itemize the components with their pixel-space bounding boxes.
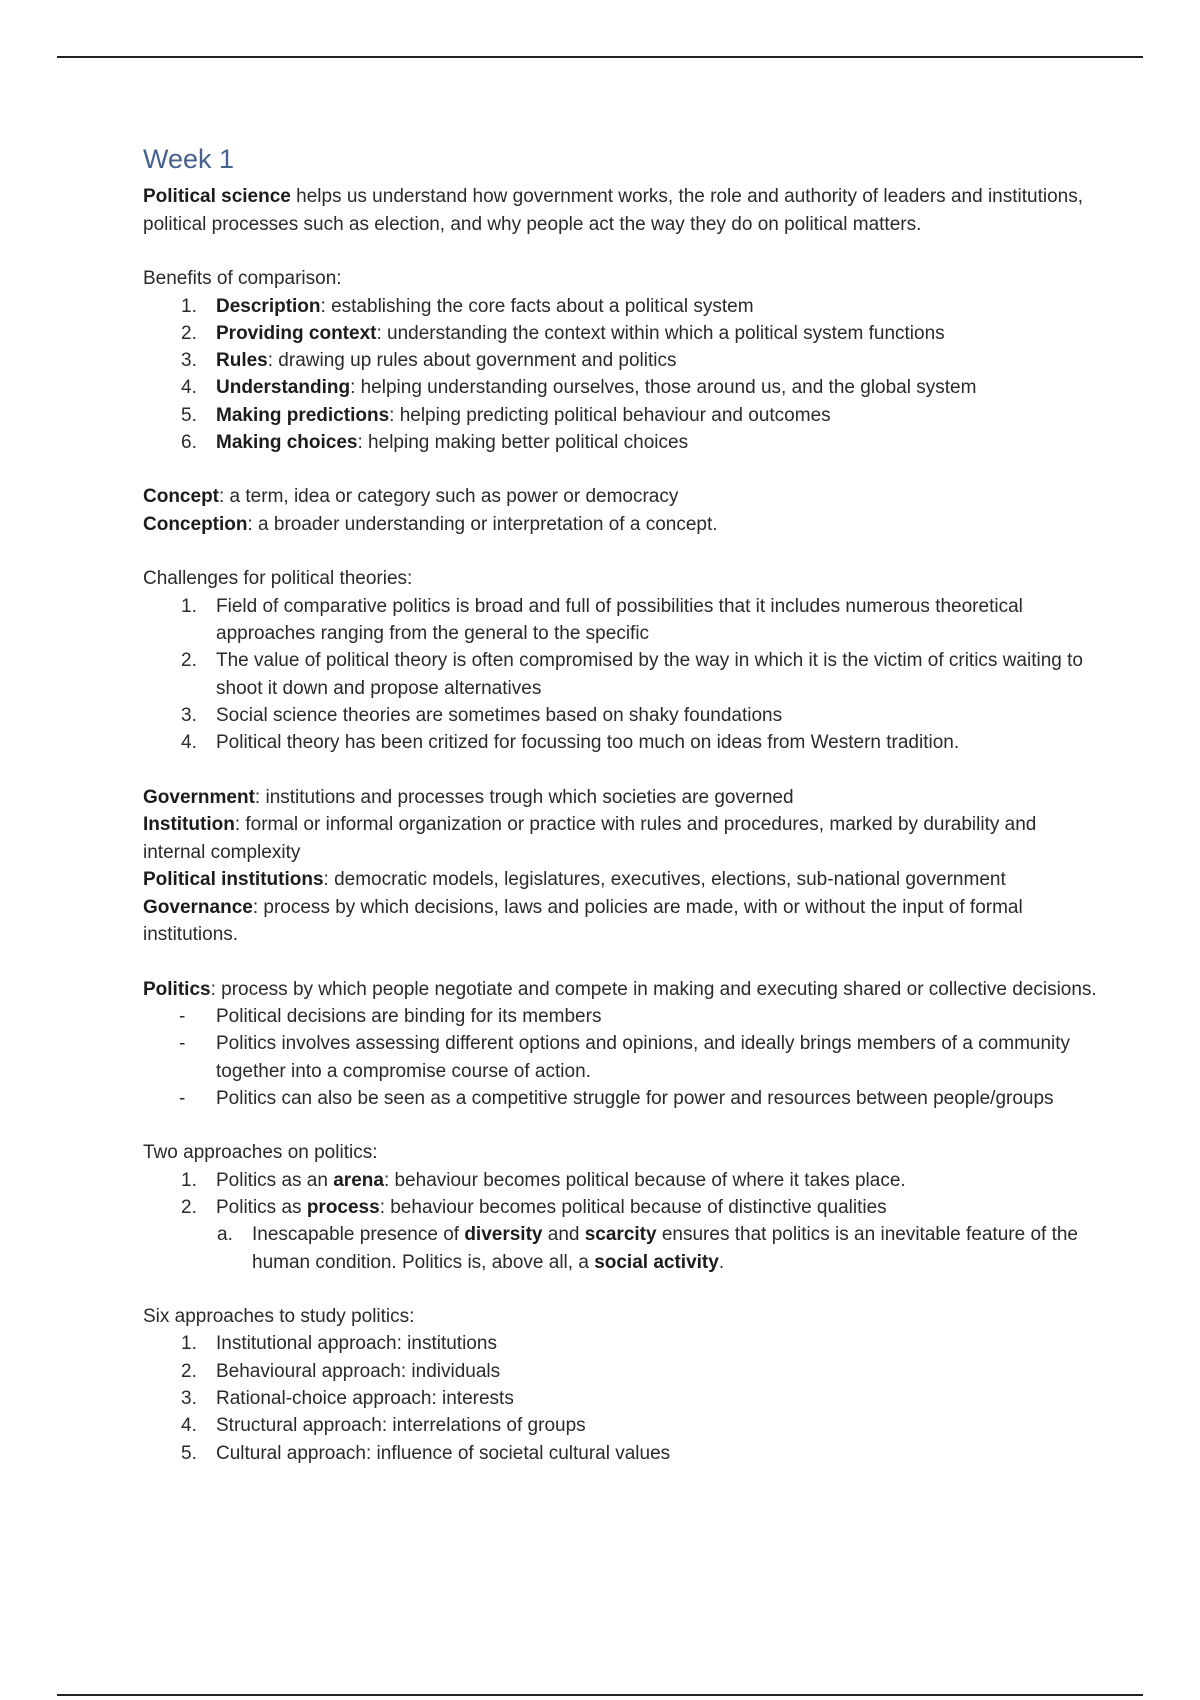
institution-definition	[143, 811, 1103, 866]
list-item	[143, 293, 1103, 320]
item-number: 3.	[181, 704, 197, 726]
list-item	[143, 1221, 1103, 1276]
item-text: : helping making better political choices	[357, 431, 689, 453]
item-term: Providing context	[216, 322, 377, 344]
item-number: 1.	[181, 1169, 197, 1191]
definition-term: Institution	[143, 814, 235, 836]
item-term: social activity	[594, 1251, 719, 1273]
politics-definition	[143, 976, 1103, 1004]
item-text: Institutional approach: institutions	[216, 1333, 497, 1355]
intro-term: Political science	[143, 186, 291, 207]
definition-text: : process by which decisions, laws and policies are made, with or without the input of formal institutions.	[143, 896, 1023, 946]
item-text: Politics involves assessing different options and opinions, and ideally brings members of a community together into a compromise course of action.	[216, 1033, 1071, 1082]
definition-term: Concept	[143, 486, 219, 508]
definition-term: Conception	[143, 513, 248, 535]
definition-text: : democratic models, legislatures, executives, elections, sub-national government	[323, 869, 1006, 891]
item-text: Inescapable presence of	[252, 1224, 465, 1246]
item-text: Cultural approach: influence of societal cultural values	[216, 1442, 671, 1464]
two-approaches-label: Two approaches on politics:	[143, 1142, 378, 1164]
document-body	[143, 142, 1103, 1467]
item-number: 5.	[181, 404, 197, 426]
item-number: 3.	[181, 350, 197, 372]
definition-term: Politics	[143, 978, 211, 1000]
list-item	[143, 429, 1103, 456]
item-text: : behaviour becomes political because of distinctive qualities	[379, 1197, 887, 1219]
challenges-label: Challenges for political theories:	[143, 568, 413, 590]
item-number: 3.	[181, 1388, 197, 1410]
six-approaches-label: Six approaches to study politics:	[143, 1305, 415, 1327]
list-item	[143, 1167, 1103, 1194]
item-text: Field of comparative politics is broad and full of possibilities that it includes numerous theoretical approaches ranging from the general to the specific	[216, 595, 1023, 645]
item-number: 5.	[181, 1442, 197, 1464]
list-item	[143, 593, 1103, 648]
item-text: : establishing the core facts about a political system	[320, 295, 754, 317]
item-number: 4.	[181, 377, 197, 399]
political-institutions-definition	[143, 866, 1103, 894]
definition-term: Political institutions	[143, 869, 324, 891]
item-text: : drawing up rules about government and politics	[267, 350, 677, 372]
definition-text: : formal or informal organization or practice with rules and procedures, marked by durability and internal complexity	[143, 814, 1037, 863]
bullet-dash: -	[179, 1087, 186, 1109]
item-text: Politics can also be seen as a competitive struggle for power and resources between people/groups	[216, 1087, 1054, 1109]
list-item	[143, 1358, 1103, 1385]
list-item	[143, 729, 1103, 756]
item-text: Behavioural approach: individuals	[216, 1360, 501, 1382]
footer-rule	[57, 1694, 1143, 1696]
item-number: 4.	[181, 1415, 197, 1437]
page-heading: Week 1	[143, 144, 235, 174]
list-item	[143, 1440, 1103, 1467]
challenges-list	[143, 593, 1103, 757]
list-item	[143, 1030, 1103, 1085]
list-item	[143, 647, 1103, 702]
item-text: : helping understanding ourselves, those around us, and the global system	[350, 377, 977, 399]
two-approaches-list	[143, 1167, 1103, 1222]
item-term: arena	[333, 1169, 384, 1191]
header-rule	[57, 56, 1143, 58]
list-item	[143, 374, 1103, 401]
item-number: 4.	[181, 732, 197, 754]
item-term: Understanding	[216, 377, 351, 399]
politics-bullets	[143, 1003, 1103, 1112]
item-number: 2.	[181, 322, 197, 344]
item-number: 2.	[181, 1360, 197, 1382]
list-item	[143, 702, 1103, 729]
item-text: .	[718, 1251, 725, 1273]
item-term: Making choices	[216, 431, 358, 453]
item-text: Politics as	[216, 1197, 307, 1219]
item-number: a.	[217, 1224, 233, 1246]
benefits-label: Benefits of comparison:	[143, 268, 342, 289]
item-text: : understanding the context within which a political system functions	[376, 322, 945, 344]
item-term: Description	[216, 295, 321, 317]
item-number: 2.	[181, 1197, 197, 1219]
intro-paragraph	[143, 183, 1103, 238]
definition-text: : a broader understanding or interpretation of a concept.	[247, 513, 718, 535]
list-item	[143, 320, 1103, 347]
list-item	[143, 1194, 1103, 1221]
item-number: 6.	[181, 431, 197, 453]
concept-definition	[143, 483, 1103, 511]
government-definition	[143, 784, 1103, 812]
governance-definition	[143, 894, 1103, 949]
bullet-dash: -	[179, 1033, 186, 1055]
item-text: Politics as an	[216, 1169, 334, 1191]
item-text: : helping predicting political behaviour and outcomes	[389, 404, 831, 426]
definition-term: Governance	[143, 896, 253, 918]
item-text: Political theory has been critized for focussing too much on ideas from Western tradition.	[216, 732, 960, 754]
list-item	[143, 1412, 1103, 1439]
conception-definition	[143, 511, 1103, 539]
item-number: 1.	[181, 595, 197, 617]
intro-text: helps us understand how government works, the role and authority of leaders and institutions, political processes such as election, and why people act the way they do on political matters.	[143, 186, 1083, 235]
definition-text: : institutions and processes trough which societies are governed	[254, 786, 794, 808]
item-number: 1.	[181, 295, 197, 317]
item-text: and	[542, 1224, 585, 1246]
list-item	[143, 1385, 1103, 1412]
item-term: scarcity	[584, 1224, 657, 1246]
six-approaches-list	[143, 1330, 1103, 1466]
definition-text: : process by which people negotiate and compete in making and executing shared or collective decisions.	[210, 978, 1097, 1000]
list-item	[143, 1085, 1103, 1112]
item-text: : behaviour becomes political because of where it takes place.	[383, 1169, 906, 1191]
item-text: Rational-choice approach: interests	[216, 1388, 514, 1410]
item-text: The value of political theory is often compromised by the way in which it is the victim of critics waiting to shoot it down and propose alternatives	[216, 650, 1083, 699]
item-term: Making predictions	[216, 404, 390, 426]
definition-term: Government	[143, 786, 255, 808]
list-item	[143, 1330, 1103, 1357]
item-number: 1.	[181, 1333, 197, 1355]
benefits-list	[143, 293, 1103, 457]
list-item	[143, 1003, 1103, 1030]
item-term: Rules	[216, 350, 268, 372]
list-item	[143, 402, 1103, 429]
bullet-dash: -	[179, 1006, 186, 1028]
item-text: Political decisions are binding for its members	[216, 1006, 602, 1028]
list-item	[143, 347, 1103, 374]
item-text: Social science theories are sometimes based on shaky foundations	[216, 704, 783, 726]
item-text: Structural approach: interrelations of groups	[216, 1415, 586, 1437]
item-term: diversity	[464, 1224, 543, 1246]
item-term: process	[306, 1197, 380, 1219]
definition-text: : a term, idea or category such as power or democracy	[219, 486, 679, 508]
process-sublist	[143, 1221, 1103, 1276]
item-text: ensures that politics is an inevitable feature of the human condition. Politics is, above all, a	[252, 1224, 1078, 1273]
item-number: 2.	[181, 650, 197, 672]
